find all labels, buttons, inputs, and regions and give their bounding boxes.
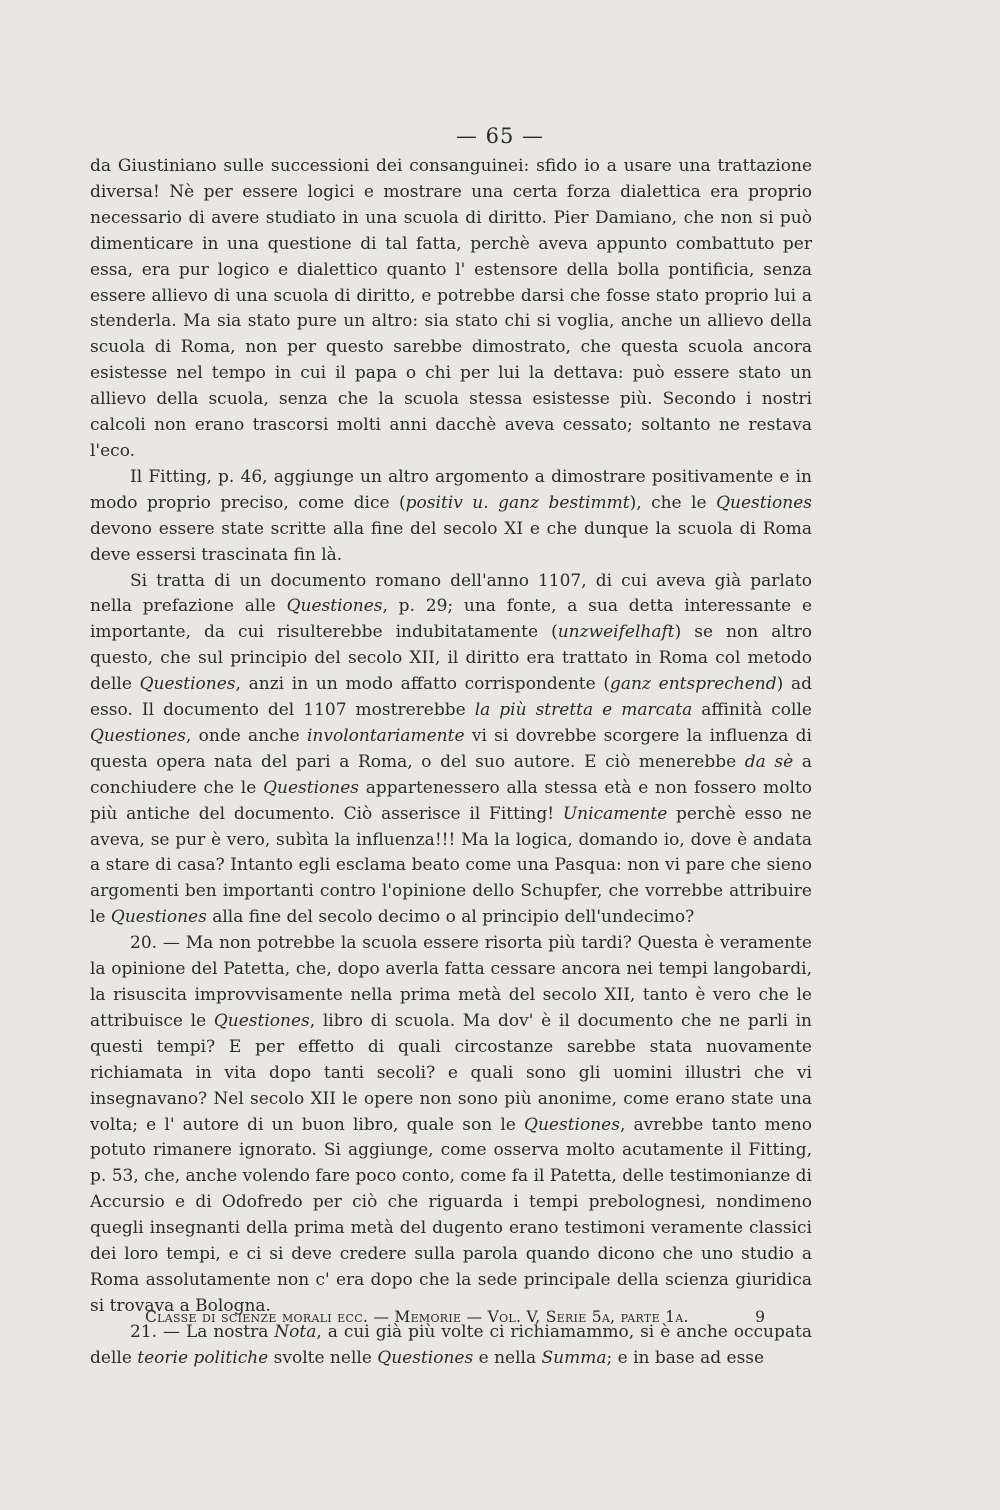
- paragraph-1: da Giustiniano sulle successioni dei consanguinei: sfido io a usare una trattazione diversa! Nè per essere logici e mostrare una certa forza dialettica era proprio necessario di avere studiato in una scuola di diritto. Pier Damiano, che non si può dimenticare in una questione di tal fatta, perchè aveva appunto combattuto per essa, era pur logico e dialettico quanto l' estensore della bolla pontificia, senza essere allievo di una scuola di diritto, e potrebbe darsi che fosse stato proprio lui a stenderla. Ma sia stato pure un altro: sia stato chi si voglia, anche un allievo della scuola di Roma, non per questo sarebbe dimostrato, che questa scuola ancora esistesse nel tempo in cui il papa o chi per lui la dettava: può essere stato un allievo della scuola, senza che la scuola stessa esistesse più. Secondo i nostri calcoli non erano trascorsi molti anni dacchè aveva cessato; soltanto ne restava l'eco.: [90, 156, 812, 461]
- paragraph-4: 20. — Ma non potrebbe la scuola essere risorta più tardi? Questa è veramente la opinione del Patetta, che, dopo averla fatta cessare ancora nei tempi langobardi, la risuscita improvvisamente nella prima metà del secolo XII, tanto è vero che le attribuisce le Questiones, libro di scuola. Ma dov' è il documento che ne parli in questi tempi? E per effetto di quali circostanze sarebbe stata nuovamente richiamata in vita dopo tanti secoli? e quali sono gli uomini illustri che vi insegnavano? Nel secolo XII le opere non sono più anonime, come erano state una volta; e l' autore di un buon libro, quale son le Questiones, avrebbe tanto meno potuto rimanere ignorato. Si aggiunge, come osserva molto acutamente il Fitting, p. 53, che, anche volendo fare poco conto, come fa il Patetta, delle testimonianze di Accursio e di Odofredo per ciò che riguarda i tempi prebolognesi, nondimeno quegli insegnanti della prima metà del dugento erano testimoni veramente classici dei loro tempi, e ci si deve credere sulla parola quando dicono che uno studio a Roma assolutamente non c' era dopo che la sede principale della scienza giuridica si trovava a Bologna.: [90, 933, 812, 1316]
- paragraph-5: 21. — La nostra Nota, a cui già più volte ci richiamammo, si è anche occupata delle teorie politiche svolte nelle Questiones e nella Summa; e in base ad esse: [90, 1321, 812, 1368]
- body-text: [90, 154, 812, 1372]
- paragraph-3: Si tratta di un documento romano dell'anno 1107, di cui aveva già parlato nella prefazione alle Questiones, p. 29; una fonte, a sua detta interessante e importante, da cui risulterebbe indubitatamente (unzweifelhaft) se non altro questo, che sul principio del secolo XII, il diritto era trattato in Roma col metodo delle Questiones, anzi in un modo affatto corrispondente (ganz entsprechend) ad esso. Il documento del 1107 mostrerebbe la più stretta e marcata affinità colle Questiones, onde anche involontariamente vi si dovrebbe scorgere la influenza di questa opera nata del pari a Roma, o del suo autore. E ciò menerebbe da sè a conchiudere che le Questiones appartenessero alla stessa età e non fossero molto più antiche del documento. Ciò asserisce il Fitting! Unicamente perchè esso ne aveva, se pur è vero, subìta la influenza!!! Ma la logica, domando io, dove è andata a stare di casa? Intanto egli esclama beato come una Pasqua: non vi pare che sieno argomenti ben importanti contro l'opinione dello Schupfer, che vorrebbe attribuire le Questiones alla fine del secolo decimo o al principio dell'undecimo?: [90, 570, 813, 928]
- footer-series: Classe di scienze morali ecc. — Memorie — Vol. V, Serie 5a, parte 1a.: [145, 1308, 689, 1326]
- footer-sheet-number: 9: [755, 1308, 765, 1326]
- page-number: — 65 —: [455, 124, 545, 148]
- paragraph-2: Il Fitting, p. 46, aggiunge un altro argomento a dimostrare positivamente e in modo proprio preciso, come dice (positiv u. ganz bestimmt), che le Questiones devono essere state scritte alla fine del secolo XI e che dunque la scuola di Roma deve essersi trascinata fin là.: [90, 466, 812, 565]
- page-footer: [145, 1308, 765, 1326]
